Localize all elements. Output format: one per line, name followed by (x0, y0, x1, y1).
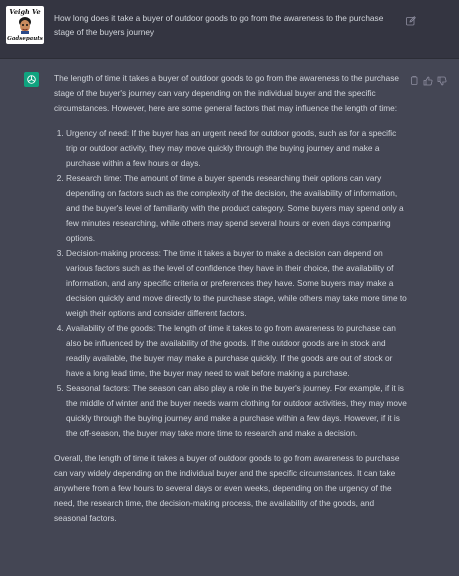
assistant-response (54, 71, 409, 526)
thumbs-down-icon[interactable] (437, 73, 447, 83)
list-item: 3. Decision-making process: The time it takes a buyer to make a decision can depend on various factors such as the level of confidence they have in their choice, the availability of information, and any specific criteria or preferences they have. Some buyers may make a decision quickly and move directly to the purchase stage, while others may take more time to weigh their options and consider different factors. (66, 246, 409, 321)
pencil-square-icon[interactable] (406, 13, 416, 23)
assistant-avatar (24, 72, 39, 87)
user-message-row (0, 0, 459, 59)
copy-icon[interactable] (409, 73, 419, 83)
assistant-message-row (0, 59, 459, 576)
thumbs-up-icon[interactable] (423, 73, 433, 83)
avatar-logo-text-bottom: Gadsepauts (7, 36, 43, 42)
list-item: 4. Availability of the goods: The length of time it takes to go from awareness to purchase can also be influenced by the availability of the goods. If the outdoor goods are in stock and readily available, the buyer may make a purchase quickly. If the goods are out of stock or have a long lead time, the buyer may need to wait before making a purchase. (66, 321, 409, 381)
cartoon-face-avatar-icon (18, 16, 32, 34)
list-item: 1. Urgency of need: If the buyer has an urgent need for outdoor goods, such as for a specific trip or outdoor activity, they may move quickly through the buying journey and make a purchase within a few hours or days. (66, 126, 409, 171)
response-intro: The length of time it takes a buyer of outdoor goods to go from the awareness to the purchase stage of the buyer's journey can vary depending on the individual buyer and the specific circumstances. However, here are some general factors that may influence the length of time: (54, 73, 399, 113)
factors-list (54, 126, 409, 441)
user-avatar (6, 6, 44, 44)
list-item: 5. Seasonal factors: The season can also play a role in the buyer's journey. For example, if it is the middle of winter and the buyer needs warm clothing for outdoor activities, they may move quickly through the buying journey and make a purchase within a few days. However, if it is the off-season, the buyer may take more time to research and make a decision. (66, 381, 409, 441)
openai-logo-icon (26, 74, 37, 85)
response-conclusion: Overall, the length of time it takes a buyer of outdoor goods to go from awareness to purchase can vary widely depending on the individual buyer and the specific circumstances. It can take anywhere from a few hours to several days or even weeks, depending on the urgency of the need, the research time, the decision-making process, the availability of the goods, and seasonal factors. (54, 453, 400, 523)
user-prompt-text: How long does it take a buyer of outdoor goods to go from the awareness to the purchase stage of the buyers journey (54, 13, 384, 37)
avatar-logo-text-top: Veigh Ve (9, 8, 41, 16)
message-actions (409, 73, 449, 83)
list-item: 2. Research time: The amount of time a buyer spends researching their options can vary depending on factors such as the complexity of the decision, the availability of information, and the buyer's level of familiarity with the product category. Some buyers may spend only a few minutes researching, while others may spend several hours or even days comparing options. (66, 171, 409, 246)
